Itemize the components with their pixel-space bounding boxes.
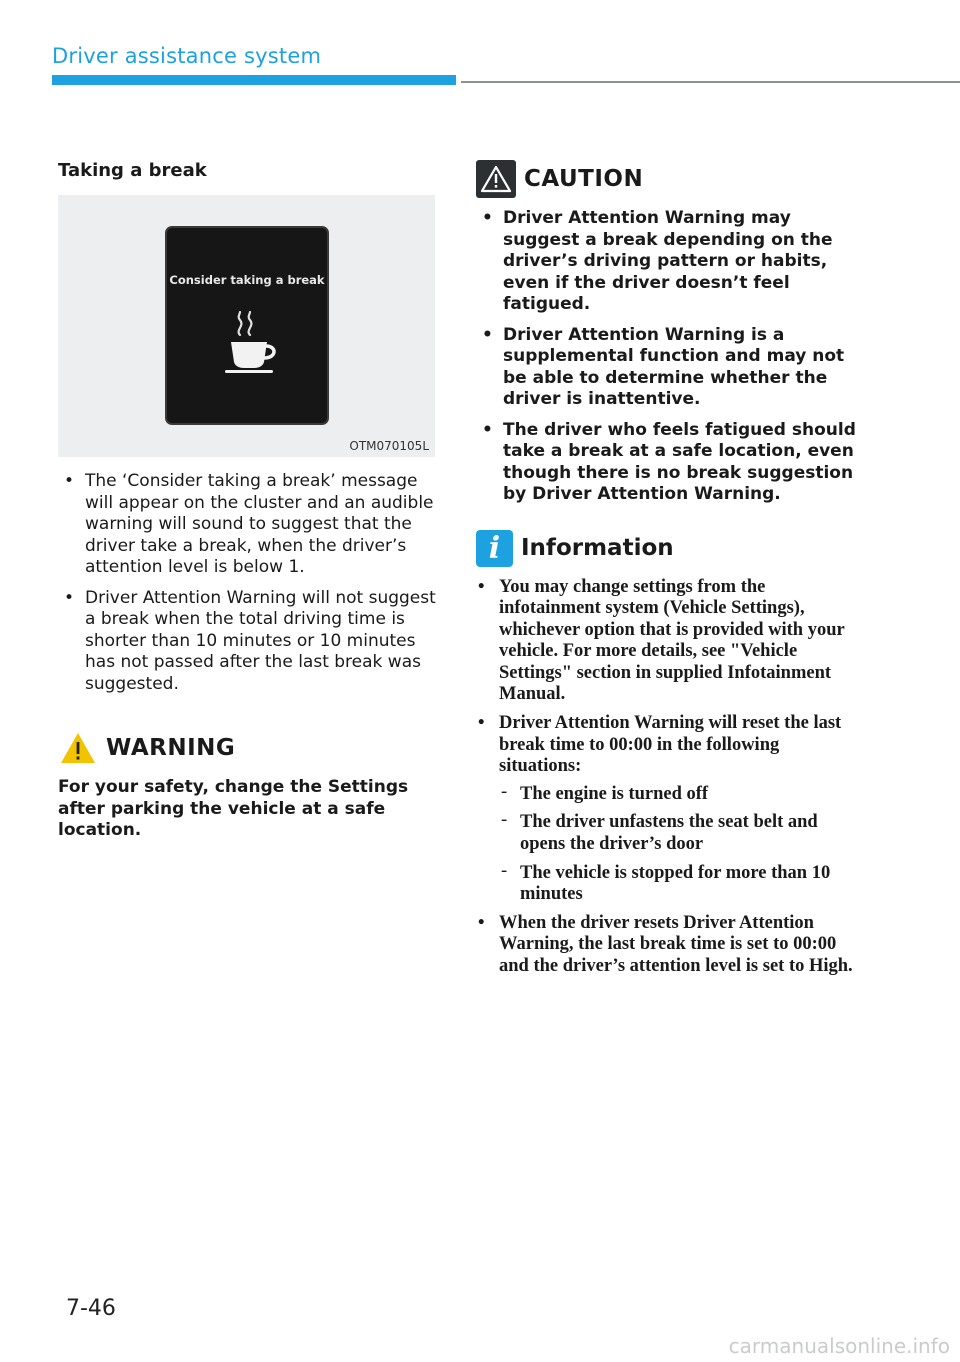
steam-icon — [231, 311, 261, 337]
information-list — [476, 577, 866, 978]
info-icon: i — [476, 530, 513, 567]
caution-label: CAUTION — [524, 166, 644, 192]
list-item: • The ‘Consider taking a break’ message will appear on the cluster and an audible warning will sound to suggest that the driver take a break, when the driver’s attention level is below 1. — [58, 471, 438, 579]
information-label: Information — [521, 535, 674, 561]
caution-icon — [476, 160, 516, 198]
sublist-item: - The driver unfastens the seat belt and opens the driver’s door — [499, 812, 866, 855]
cluster-figure — [58, 195, 435, 457]
list-item-text: You may change settings from the infotainment system (Vehicle Settings), whichever option that is provided with your vehicle. For more details, see "Vehicle Settings" section in supplied Infotainment Manual. — [499, 576, 845, 705]
warning-box — [58, 729, 438, 842]
caution-header — [476, 160, 866, 198]
warning-label: WARNING — [106, 735, 236, 761]
list-item — [476, 713, 866, 906]
sublist-item: - The vehicle is stopped for more than 10 minutes — [499, 863, 866, 906]
watermark: carmanualsonline.info — [728, 1334, 950, 1358]
header-rule — [461, 81, 960, 83]
caution-box — [476, 160, 866, 506]
information-box — [476, 530, 866, 978]
list-item — [476, 577, 866, 707]
page-number: 7-46 — [66, 1296, 116, 1321]
information-header — [476, 530, 866, 567]
list-item: • Driver Attention Warning is a supplemental function and may not be able to determine whether the driver is inattentive. — [476, 325, 866, 411]
list-item: • Driver Attention Warning may suggest a break depending on the driver’s driving pattern or habits, even if the driver doesn’t feel fatigued. — [476, 208, 866, 316]
coffee-cup-icon — [223, 336, 283, 376]
list-item: • The driver who feels fatigued should take a break at a safe location, even though there is no break suggestion by Driver Attention Warning. — [476, 420, 866, 506]
right-column — [476, 160, 866, 985]
warning-header — [58, 729, 438, 767]
header-title: Driver assistance system — [52, 44, 322, 68]
section-subheading: Taking a break — [58, 160, 207, 181]
situation-sublist — [499, 784, 866, 906]
sublist-item: - The engine is turned off — [499, 784, 866, 806]
cluster-screen — [165, 226, 329, 425]
cluster-message: Consider taking a break — [169, 273, 325, 287]
warning-text: For your safety, change the Settings after parking the vehicle at a safe location. — [58, 777, 409, 840]
left-column — [58, 160, 438, 842]
warning-icon — [58, 729, 98, 767]
list-item — [476, 913, 866, 978]
figure-code: OTM070105L — [349, 439, 429, 453]
info-bullet-list — [58, 471, 438, 695]
caution-list — [476, 208, 866, 506]
list-item: • Driver Attention Warning will not suggest a break when the total driving time is shorter than 10 minutes or 10 minutes has not passed after the last break was suggested. — [58, 588, 438, 696]
list-item-text: When the driver resets Driver Attention Warning, the last break time is set to 00:00 and the driver’s attention level is set to High. — [499, 912, 853, 976]
header-accent-bar — [52, 75, 456, 85]
list-item-text: Driver Attention Warning will reset the last break time to 00:00 in the following situations: — [499, 713, 842, 777]
